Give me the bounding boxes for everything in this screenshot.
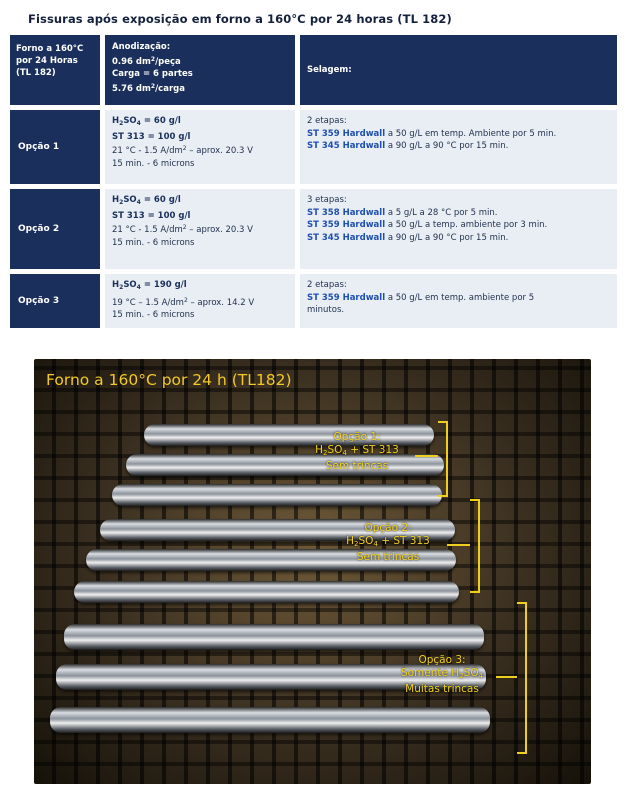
- aluminum-part: [50, 707, 490, 733]
- sealing-cell: [300, 110, 617, 184]
- aluminum-part: [112, 484, 442, 506]
- aluminum-part: [64, 624, 484, 650]
- header-anodization-cell: [105, 35, 295, 105]
- process-conditions: 21 °C - 1.5 $A/dm^2$ – aprox. 20.3 V: [112, 224, 253, 235]
- header-oven-line: (TL 182): [16, 68, 56, 78]
- sealing-step: ST 345 Hardwall a 90 g/L a 90 °C por 15 min.: [307, 232, 509, 243]
- table-row: [10, 110, 617, 184]
- group-bracket-option-3: [517, 602, 527, 754]
- option-label: Opção 2: [10, 189, 100, 269]
- header-oven-line: por 24 Horas: [16, 56, 78, 66]
- header-load: Carga = 6 partes: [112, 69, 193, 79]
- sealing-steps: 2 etapas:: [307, 280, 347, 290]
- header-area-per-part: 0.96 $dm^2$/peça: [112, 55, 181, 67]
- acid-concentration: $H_2SO_4 = 190$ g/l: [112, 280, 187, 291]
- header-oven-cell: [10, 35, 100, 105]
- sealing-step: ST 345 Hardwall a 90 g/L a 90 °C por 15 min.: [307, 141, 509, 151]
- option-label: Opção 1: [10, 110, 100, 184]
- oven-photo: [34, 359, 591, 784]
- anodization-cell: [105, 274, 295, 328]
- additive-concentration: ST 313 = 100 g/l: [112, 131, 191, 142]
- bracket-leader: [496, 676, 517, 678]
- document-title: Fissuras após exposição em forno a 160°C por 24 horas (TL 182): [28, 12, 452, 26]
- acid-concentration: $H_2SO_4 = 60$ g/l: [112, 116, 181, 127]
- process-conditions: 19 °C – 1.5 $A/dm^2$ – aprox. 14.2 V: [112, 296, 255, 308]
- group-bracket-option-1: [438, 421, 448, 497]
- photo-title: Forno a 160°C por 24 h (TL182): [46, 371, 292, 389]
- header-anodization-label: Anodização:: [112, 42, 171, 52]
- option-1-annotation: Opção 1: $H_2SO_4$ + ST 313 Sem trincas: [315, 431, 399, 472]
- process-time: 15 min. - 6 microns: [112, 237, 195, 248]
- anodization-cell: [105, 189, 295, 269]
- option-label: Opção 3: [10, 274, 100, 328]
- table-header-row: [10, 35, 617, 105]
- header-sealing-label: Selagem:: [307, 64, 352, 75]
- header-oven-line: Forno a 160°C: [16, 44, 84, 54]
- sealing-cell: [300, 274, 617, 328]
- sealing-step: ST 359 Hardwall a 50 g/L em temp. ambiente por 5: [307, 292, 535, 303]
- sealing-step: ST 359 Hardwall a 50 g/L a temp. ambiente por 3 min.: [307, 220, 548, 230]
- sealing-steps: 3 etapas:: [307, 195, 347, 205]
- table-row: [10, 189, 617, 269]
- acid-concentration: $H_2SO_4 = 60$ g/l: [112, 195, 181, 206]
- bracket-leader: [447, 544, 470, 546]
- process-time: 15 min. - 6 microns: [112, 310, 195, 320]
- bracket-leader: [415, 455, 438, 457]
- sealing-step: ST 359 Hardwall a 50 g/L em temp. Ambiente por 5 min.: [307, 128, 557, 139]
- process-time: 15 min. - 6 microns: [112, 158, 195, 169]
- sealing-step: ST 358 Hardwall a 5 g/L a 28 °C por 5 min.: [307, 207, 498, 218]
- option-2-annotation: Opção 2: $H_2SO_4$ + ST 313 Sem trincas: [346, 522, 430, 563]
- table-row: [10, 274, 617, 328]
- sealing-cell: [300, 189, 617, 269]
- group-bracket-option-2: [470, 499, 480, 593]
- sealing-step: minutos.: [307, 305, 345, 315]
- header-area-per-load: 5.76 $dm^2$/carga: [112, 82, 185, 94]
- option-3-annotation: Opção 3: Somente $H_2SO_4$ Muitas trincas: [400, 654, 484, 695]
- process-conditions: 21 °C - 1.5 $A/dm^2$ – aprox. 20.3 V: [112, 145, 253, 156]
- comparison-table: [10, 35, 617, 333]
- sealing-steps: 2 etapas:: [307, 116, 347, 126]
- additive-concentration: ST 313 = 100 g/l: [112, 210, 191, 221]
- anodization-cell: [105, 110, 295, 184]
- aluminum-part: [74, 581, 459, 603]
- header-sealing-cell: [300, 35, 617, 105]
